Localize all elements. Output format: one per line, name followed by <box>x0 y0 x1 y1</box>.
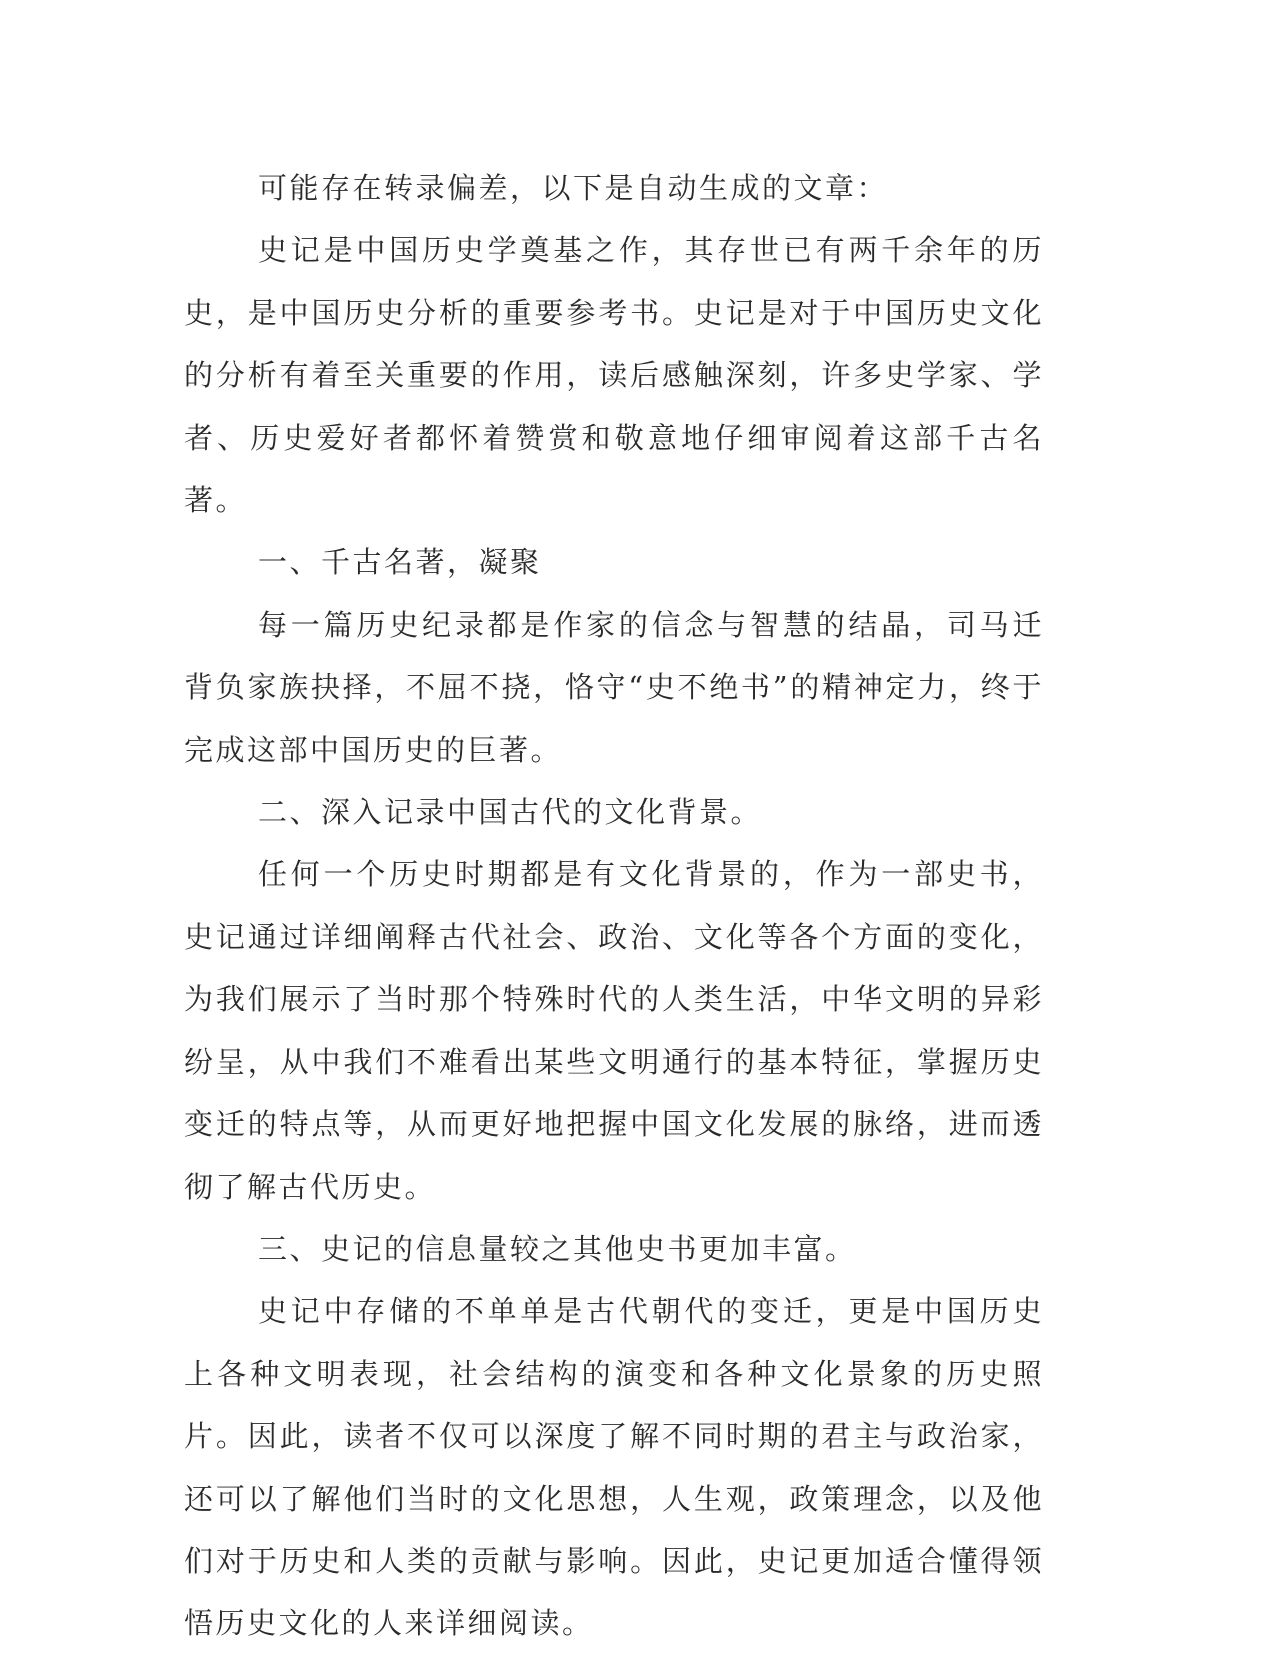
document-body <box>184 157 1044 1655</box>
paragraph-section-2: 任何一个历史时期都是有文化背景的，作为一部史书，史记通过详细阐释古代社会、政治、文化等各个方面的变化，为我们展示了当时那个特殊时代的人类生活，中华文明的异彩纷呈，从中我们不难看出某些文明通行的基本特征，掌握历史变迁的特点等，从而更好地把握中国文化发展的脉络，进而透彻了解古代历史。 <box>184 857 1044 1204</box>
section-heading-1: 一、千古名著，凝聚 <box>258 545 542 580</box>
section-heading-2: 二、深入记录中国古代的文化背景。 <box>258 795 763 830</box>
paragraph-section-1: 每一篇历史纪录都是作家的信念与智慧的结晶，司马迁背负家族抉择，不屈不挠，恪守“史不绝书”的精神定力，终于完成这部中国历史的巨著。 <box>184 607 1044 767</box>
intro-note: 可能存在转录偏差，以下是自动生成的文章： <box>258 171 889 205</box>
paragraph-overview: 史记是中国历史学奠基之作，其存世已有两千余年的历史，是中国历史分析的重要参考书。史记是对于中国历史文化的分析有着至关重要的作用，读后感触深刻，许多史学家、学者、历史爱好者都怀着赞赏和敬意地仔细审阅着这部千古名著。 <box>184 233 1044 518</box>
paragraph-section-3: 史记中存储的不单单是古代朝代的变迁，更是中国历史上各种文明表现，社会结构的演变和各种文化景象的历史照片。因此，读者不仅可以深度了解不同时期的君主与政治家，还可以了解他们当时的文化思想，人生观，政策理念，以及他们对于历史和人类的贡献与影响。因此，史记更加适合懂得领悟历史文化的人来详细阅读。 <box>184 1294 1044 1641</box>
section-heading-3: 三、史记的信息量较之其他史书更加丰富。 <box>258 1231 857 1266</box>
